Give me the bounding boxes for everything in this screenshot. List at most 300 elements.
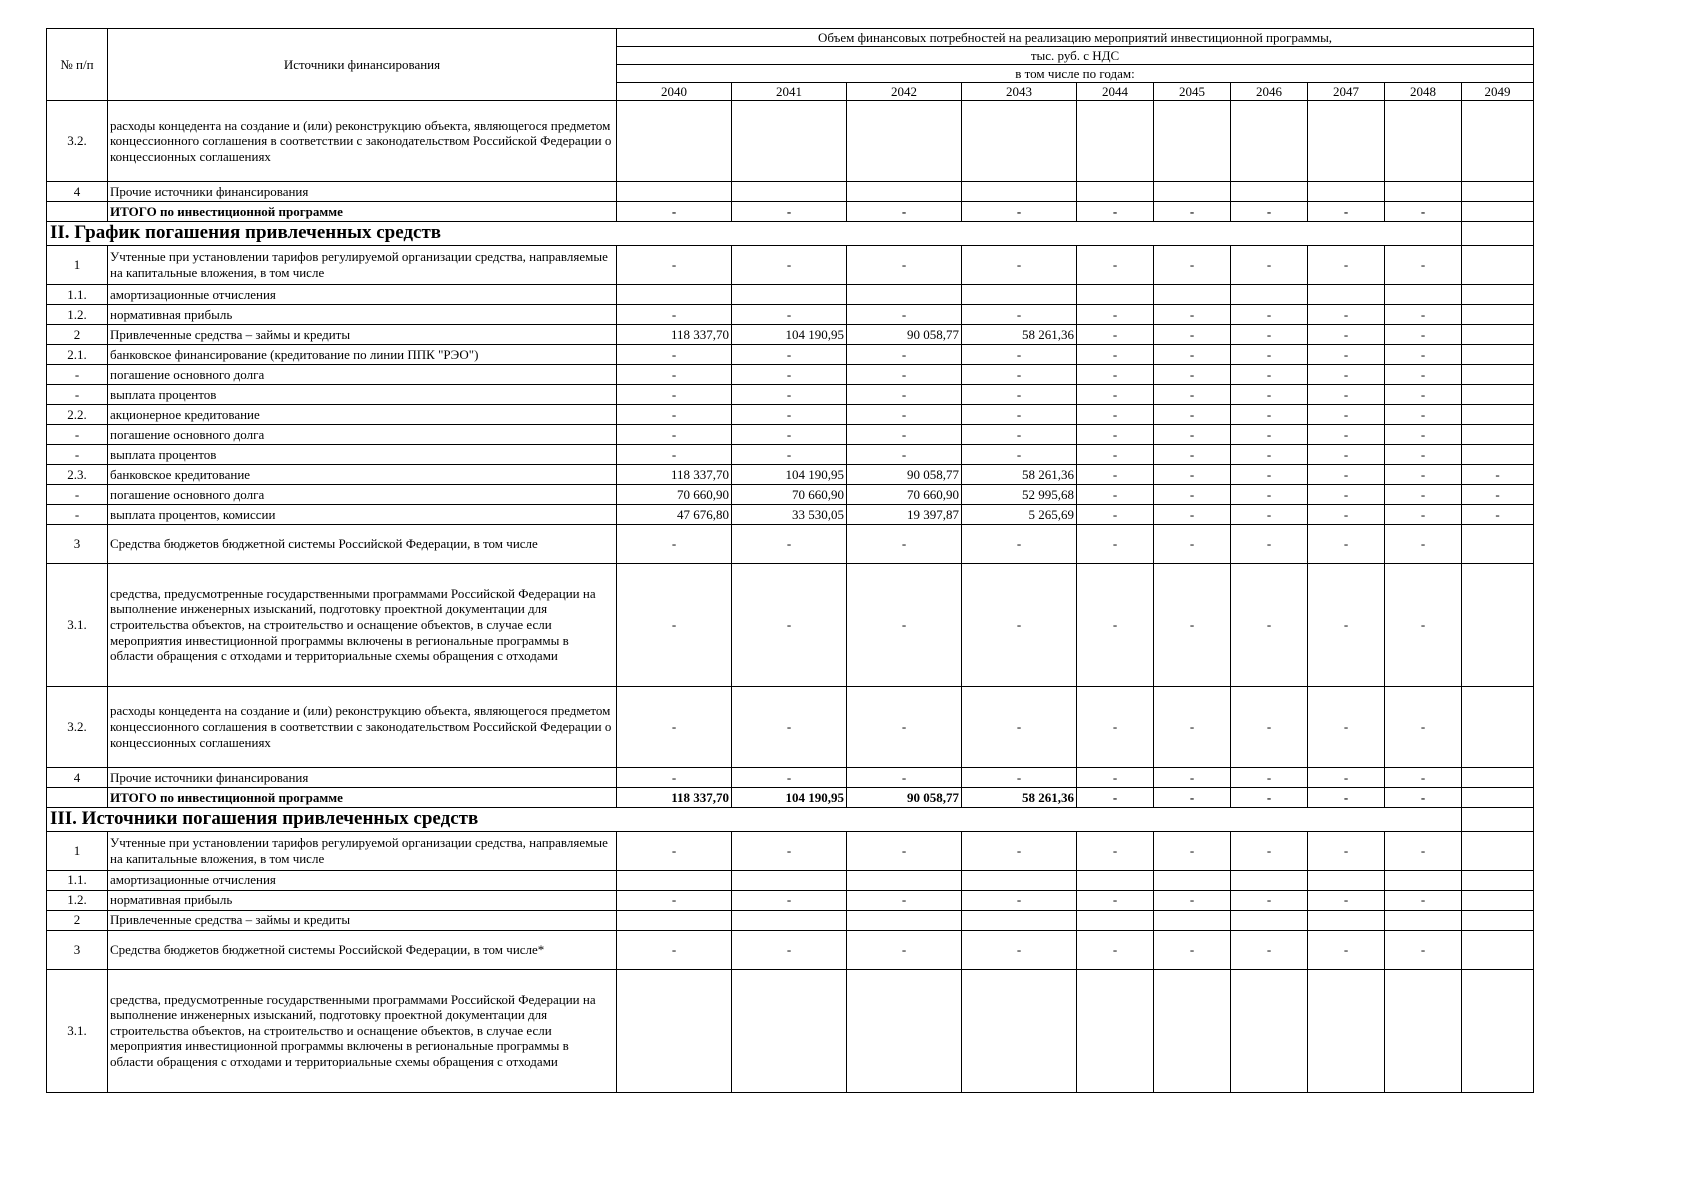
year-value-cell — [1462, 767, 1534, 787]
row-source-label: ИТОГО по инвестиционной программе — [108, 787, 617, 807]
year-value-cell — [1385, 870, 1462, 890]
row-number — [47, 202, 108, 222]
header-year: 2042 — [847, 83, 962, 101]
year-value-cell: - — [1154, 202, 1231, 222]
year-value-cell: 104 190,95 — [732, 787, 847, 807]
year-value-cell: - — [847, 444, 962, 464]
row-number: 3.2. — [47, 101, 108, 182]
row-number: 1 — [47, 831, 108, 870]
year-value-cell: 70 660,90 — [847, 484, 962, 504]
row-source-label: Учтенные при установлении тарифов регулируемой организации средства, направляемые на капитальные вложения, в том числе — [108, 831, 617, 870]
year-value-cell: - — [1462, 504, 1534, 524]
year-value-cell — [732, 182, 847, 202]
year-value-cell — [1385, 910, 1462, 930]
year-value-cell: - — [1308, 504, 1385, 524]
year-value-cell — [1231, 101, 1308, 182]
year-value-cell — [962, 910, 1077, 930]
year-value-cell: - — [1231, 563, 1308, 686]
year-value-cell — [1462, 831, 1534, 870]
row-source-label: амортизационные отчисления — [108, 870, 617, 890]
header-by-years: в том числе по годам: — [617, 65, 1534, 83]
year-value-cell — [962, 284, 1077, 304]
year-value-cell: - — [1154, 424, 1231, 444]
year-value-cell: - — [617, 404, 732, 424]
year-value-cell: - — [1385, 384, 1462, 404]
year-value-cell — [1231, 910, 1308, 930]
year-value-cell: - — [732, 444, 847, 464]
year-value-cell: - — [1308, 484, 1385, 504]
header-year: 2046 — [1231, 83, 1308, 101]
year-value-cell: - — [1077, 245, 1154, 284]
year-value-cell — [1385, 284, 1462, 304]
year-value-cell: 90 058,77 — [847, 464, 962, 484]
year-value-cell: - — [732, 424, 847, 444]
total-row — [47, 202, 1534, 222]
year-value-cell: - — [1077, 484, 1154, 504]
row-number: 1.2. — [47, 890, 108, 910]
year-value-cell: - — [1385, 890, 1462, 910]
row-source-label: Привлеченные средства – займы и кредиты — [108, 910, 617, 930]
header-year: 2044 — [1077, 83, 1154, 101]
table-row — [47, 444, 1534, 464]
section-row — [47, 807, 1534, 831]
year-value-cell: 104 190,95 — [732, 464, 847, 484]
year-value-cell: - — [617, 424, 732, 444]
year-value-cell: - — [1231, 930, 1308, 969]
year-value-cell — [1077, 101, 1154, 182]
year-value-cell — [617, 101, 732, 182]
year-value-cell: - — [1154, 504, 1231, 524]
year-value-cell: - — [1308, 767, 1385, 787]
year-value-cell — [1462, 424, 1534, 444]
row-number: - — [47, 484, 108, 504]
year-value-cell: - — [617, 686, 732, 767]
year-value-cell: - — [847, 364, 962, 384]
year-value-cell — [732, 910, 847, 930]
year-value-cell — [1077, 284, 1154, 304]
year-value-cell — [1231, 969, 1308, 1092]
year-value-cell: - — [962, 245, 1077, 284]
year-value-cell: - — [1154, 787, 1231, 807]
year-value-cell: - — [617, 384, 732, 404]
year-value-cell: - — [1308, 344, 1385, 364]
year-value-cell — [1385, 101, 1462, 182]
year-value-cell: - — [617, 831, 732, 870]
year-value-cell: - — [1154, 686, 1231, 767]
row-number: 3 — [47, 930, 108, 969]
year-value-cell: - — [1077, 831, 1154, 870]
year-value-cell: - — [732, 767, 847, 787]
year-value-cell: - — [617, 364, 732, 384]
year-value-cell: 90 058,77 — [847, 324, 962, 344]
year-value-cell: 104 190,95 — [732, 324, 847, 344]
row-source-label: нормативная прибыль — [108, 304, 617, 324]
year-value-cell: 90 058,77 — [847, 787, 962, 807]
year-value-cell — [1462, 563, 1534, 686]
year-value-cell: - — [962, 424, 1077, 444]
row-source-label: нормативная прибыль — [108, 890, 617, 910]
year-value-cell: - — [1308, 831, 1385, 870]
year-value-cell: 118 337,70 — [617, 787, 732, 807]
row-source-label: погашение основного долга — [108, 424, 617, 444]
year-value-cell: - — [847, 344, 962, 364]
year-value-cell: - — [1385, 424, 1462, 444]
year-value-cell: - — [1077, 563, 1154, 686]
year-value-cell: - — [1231, 444, 1308, 464]
year-value-cell: - — [1308, 304, 1385, 324]
section-row — [47, 222, 1534, 246]
year-value-cell: - — [617, 563, 732, 686]
year-value-cell — [847, 870, 962, 890]
year-value-cell: - — [1385, 563, 1462, 686]
year-value-cell: - — [1462, 484, 1534, 504]
year-value-cell — [1154, 182, 1231, 202]
table-row — [47, 910, 1534, 930]
year-value-cell: - — [1385, 484, 1462, 504]
row-source-label: банковское кредитование — [108, 464, 617, 484]
year-value-cell: 118 337,70 — [617, 324, 732, 344]
year-value-cell: - — [962, 304, 1077, 324]
year-value-cell — [962, 969, 1077, 1092]
row-source-label: Прочие источники финансирования — [108, 767, 617, 787]
row-source-label: Учтенные при установлении тарифов регулируемой организации средства, направляемые на капитальные вложения, в том числе — [108, 245, 617, 284]
year-value-cell — [1462, 969, 1534, 1092]
year-value-cell: - — [1385, 930, 1462, 969]
table-row — [47, 890, 1534, 910]
table-row — [47, 344, 1534, 364]
header-num: № п/п — [47, 29, 108, 101]
year-value-cell: - — [847, 424, 962, 444]
year-value-cell — [617, 182, 732, 202]
year-value-cell: - — [962, 404, 1077, 424]
year-value-cell: - — [1308, 364, 1385, 384]
year-value-cell: - — [1077, 767, 1154, 787]
table-row — [47, 484, 1534, 504]
year-value-cell: - — [1077, 787, 1154, 807]
year-value-cell: - — [1308, 202, 1385, 222]
row-source-label: расходы концедента на создание и (или) реконструкцию объекта, являющегося предметом концессионного соглашения в соответствии с законодательством Российской Федерации о концессионных соглашениях — [108, 101, 617, 182]
year-value-cell: - — [1231, 831, 1308, 870]
year-value-cell: - — [1308, 890, 1385, 910]
row-number: 1 — [47, 245, 108, 284]
year-value-cell: - — [1154, 324, 1231, 344]
year-value-cell — [847, 101, 962, 182]
year-value-cell — [1462, 245, 1534, 284]
year-value-cell: - — [1385, 686, 1462, 767]
row-source-label: Средства бюджетов бюджетной системы Российской Федерации, в том числе* — [108, 930, 617, 969]
year-value-cell: - — [1154, 524, 1231, 563]
section-title: III. Источники погашения привлеченных средств — [47, 807, 1462, 831]
year-value-cell: - — [847, 767, 962, 787]
year-value-cell: 70 660,90 — [732, 484, 847, 504]
year-value-cell: - — [732, 344, 847, 364]
year-value-cell — [1154, 910, 1231, 930]
year-value-cell: - — [847, 930, 962, 969]
year-value-cell: - — [962, 444, 1077, 464]
header-year: 2049 — [1462, 83, 1534, 101]
table-row — [47, 969, 1534, 1092]
year-value-cell: - — [1154, 304, 1231, 324]
year-value-cell: - — [1231, 504, 1308, 524]
table-row — [47, 364, 1534, 384]
year-value-cell: - — [1077, 444, 1154, 464]
year-value-cell: - — [1308, 464, 1385, 484]
table-row — [47, 563, 1534, 686]
row-number: - — [47, 504, 108, 524]
row-number: - — [47, 444, 108, 464]
year-value-cell: - — [1077, 202, 1154, 222]
table-row — [47, 404, 1534, 424]
table-row — [47, 245, 1534, 284]
year-value-cell: - — [847, 831, 962, 870]
year-value-cell: - — [617, 202, 732, 222]
year-value-cell — [1308, 284, 1385, 304]
year-value-cell — [732, 870, 847, 890]
row-source-label: Прочие источники финансирования — [108, 182, 617, 202]
year-value-cell: - — [1385, 524, 1462, 563]
table-row — [47, 767, 1534, 787]
year-value-cell: - — [1154, 384, 1231, 404]
year-value-cell: - — [1231, 767, 1308, 787]
year-value-cell: - — [1308, 444, 1385, 464]
year-value-cell: - — [1385, 344, 1462, 364]
year-value-cell: - — [732, 563, 847, 686]
year-value-cell — [962, 101, 1077, 182]
year-value-cell: - — [1154, 344, 1231, 364]
year-value-cell — [1308, 910, 1385, 930]
year-value-cell: - — [732, 686, 847, 767]
row-source-label: средства, предусмотренные государственными программами Российской Федерации на выполнение инженерных изысканий, подготовку проектной документации для строительства объектов, на строительство и оснащение объектов, в случае если мероприятия инвестиционной программы включены в региональные программы в области обращения с отходами и территориальные схемы обращения с отходами — [108, 969, 617, 1092]
year-value-cell — [847, 182, 962, 202]
row-source-label: банковское финансирование (кредитование по линии ППК "РЭО") — [108, 344, 617, 364]
year-value-cell — [1462, 284, 1534, 304]
year-value-cell — [847, 910, 962, 930]
year-value-cell: - — [1308, 404, 1385, 424]
row-source-label: акционерное кредитование — [108, 404, 617, 424]
year-value-cell: - — [617, 444, 732, 464]
year-value-cell: - — [1077, 304, 1154, 324]
year-value-cell: - — [1385, 202, 1462, 222]
year-value-cell: - — [1231, 364, 1308, 384]
table-row — [47, 182, 1534, 202]
row-source-label: средства, предусмотренные государственными программами Российской Федерации на выполнение инженерных изысканий, подготовку проектной документации для строительства объектов, на строительство и оснащение объектов, в случае если мероприятия инвестиционной программы включены в региональные программы в области обращения с отходами и территориальные схемы обращения с отходами — [108, 563, 617, 686]
header-group-title: Объем финансовых потребностей на реализацию мероприятий инвестиционной программы, — [617, 29, 1534, 47]
table-row — [47, 304, 1534, 324]
year-value-cell: - — [1308, 245, 1385, 284]
header-source: Источники финансирования — [108, 29, 617, 101]
year-value-cell: - — [1154, 831, 1231, 870]
section-blank-cell — [1462, 222, 1534, 246]
year-value-cell — [1462, 384, 1534, 404]
year-value-cell — [962, 182, 1077, 202]
year-value-cell — [732, 969, 847, 1092]
year-value-cell: - — [962, 686, 1077, 767]
year-value-cell: - — [617, 245, 732, 284]
year-value-cell: - — [1308, 787, 1385, 807]
year-value-cell: - — [1154, 890, 1231, 910]
year-value-cell: - — [847, 563, 962, 686]
year-value-cell — [1462, 364, 1534, 384]
row-number: 3 — [47, 524, 108, 563]
year-value-cell — [617, 284, 732, 304]
year-value-cell — [1154, 284, 1231, 304]
year-value-cell: - — [732, 930, 847, 969]
year-value-cell — [962, 870, 1077, 890]
year-value-cell: - — [1077, 930, 1154, 969]
row-source-label: погашение основного долга — [108, 484, 617, 504]
header-year: 2047 — [1308, 83, 1385, 101]
year-value-cell: - — [1231, 787, 1308, 807]
year-value-cell: 58 261,36 — [962, 324, 1077, 344]
year-value-cell: - — [1385, 304, 1462, 324]
row-number: 3.1. — [47, 563, 108, 686]
row-number: 1.2. — [47, 304, 108, 324]
year-value-cell: - — [617, 524, 732, 563]
year-value-cell — [732, 101, 847, 182]
year-value-cell: - — [962, 384, 1077, 404]
year-value-cell: - — [732, 524, 847, 563]
year-value-cell: - — [1385, 504, 1462, 524]
header-year: 2048 — [1385, 83, 1462, 101]
year-value-cell: - — [847, 245, 962, 284]
year-value-cell: - — [962, 890, 1077, 910]
year-value-cell: - — [1154, 930, 1231, 969]
year-value-cell — [1154, 101, 1231, 182]
section-title: II. График погашения привлеченных средств — [47, 222, 1462, 246]
year-value-cell — [1462, 930, 1534, 969]
year-value-cell: - — [1308, 424, 1385, 444]
row-source-label: Привлеченные средства – займы и кредиты — [108, 324, 617, 344]
year-value-cell: 47 676,80 — [617, 504, 732, 524]
year-value-cell: - — [1385, 464, 1462, 484]
year-value-cell — [1462, 686, 1534, 767]
row-source-label: расходы концедента на создание и (или) реконструкцию объекта, являющегося предметом концессионного соглашения в соответствии с законодательством Российской Федерации о концессионных соглашениях — [108, 686, 617, 767]
year-value-cell — [1308, 182, 1385, 202]
year-value-cell: - — [962, 524, 1077, 563]
table-body — [47, 101, 1534, 1093]
row-number: 3.2. — [47, 686, 108, 767]
year-value-cell: - — [1077, 504, 1154, 524]
year-value-cell — [1385, 182, 1462, 202]
year-value-cell: - — [1077, 890, 1154, 910]
row-source-label: выплата процентов, комиссии — [108, 504, 617, 524]
year-value-cell — [1462, 444, 1534, 464]
year-value-cell — [617, 910, 732, 930]
row-source-label: ИТОГО по инвестиционной программе — [108, 202, 617, 222]
year-value-cell — [1462, 890, 1534, 910]
year-value-cell: - — [1231, 464, 1308, 484]
year-value-cell: - — [1077, 464, 1154, 484]
year-value-cell — [1308, 969, 1385, 1092]
total-row — [47, 787, 1534, 807]
year-value-cell: - — [1308, 563, 1385, 686]
table-row — [47, 384, 1534, 404]
year-value-cell — [732, 284, 847, 304]
year-value-cell: - — [1231, 344, 1308, 364]
year-value-cell: - — [1231, 686, 1308, 767]
year-value-cell: - — [847, 686, 962, 767]
row-number: 1.1. — [47, 870, 108, 890]
row-number: 4 — [47, 767, 108, 787]
year-value-cell: - — [1077, 686, 1154, 767]
year-value-cell — [1462, 202, 1534, 222]
year-value-cell — [1462, 910, 1534, 930]
year-value-cell — [1385, 969, 1462, 1092]
year-value-cell: - — [847, 384, 962, 404]
year-value-cell: - — [1154, 767, 1231, 787]
year-value-cell: - — [1308, 930, 1385, 969]
year-value-cell — [1462, 182, 1534, 202]
year-value-cell — [1154, 969, 1231, 1092]
table-row — [47, 870, 1534, 890]
year-value-cell: - — [962, 202, 1077, 222]
year-value-cell: - — [1154, 563, 1231, 686]
year-value-cell: - — [1077, 424, 1154, 444]
year-value-cell: - — [847, 404, 962, 424]
row-source-label: амортизационные отчисления — [108, 284, 617, 304]
year-value-cell — [1462, 304, 1534, 324]
row-number: - — [47, 424, 108, 444]
row-number: 2 — [47, 324, 108, 344]
row-number: - — [47, 384, 108, 404]
row-source-label: погашение основного долга — [108, 364, 617, 384]
year-value-cell: - — [1154, 444, 1231, 464]
year-value-cell — [1462, 344, 1534, 364]
year-value-cell — [617, 870, 732, 890]
table-row — [47, 464, 1534, 484]
year-value-cell — [1462, 324, 1534, 344]
year-value-cell: - — [1077, 344, 1154, 364]
year-value-cell: - — [1154, 364, 1231, 384]
year-value-cell — [1462, 870, 1534, 890]
header-unit: тыс. руб. с НДС — [617, 47, 1534, 65]
row-number: 2.2. — [47, 404, 108, 424]
year-value-cell: - — [962, 831, 1077, 870]
year-value-cell: - — [1077, 384, 1154, 404]
year-value-cell: - — [1308, 686, 1385, 767]
year-value-cell: - — [1308, 324, 1385, 344]
year-value-cell — [847, 284, 962, 304]
year-value-cell — [1308, 101, 1385, 182]
year-value-cell: - — [1385, 831, 1462, 870]
year-value-cell — [1462, 404, 1534, 424]
year-value-cell — [1231, 284, 1308, 304]
row-number: 2.3. — [47, 464, 108, 484]
financing-table — [46, 28, 1534, 1093]
year-value-cell: 118 337,70 — [617, 464, 732, 484]
header-year: 2045 — [1154, 83, 1231, 101]
table-row — [47, 524, 1534, 563]
year-value-cell: - — [617, 930, 732, 969]
year-value-cell — [1077, 969, 1154, 1092]
table-row — [47, 284, 1534, 304]
year-value-cell: - — [962, 930, 1077, 969]
year-value-cell — [617, 969, 732, 1092]
row-number: 4 — [47, 182, 108, 202]
header-year: 2043 — [962, 83, 1077, 101]
year-value-cell: - — [732, 364, 847, 384]
year-value-cell: - — [1154, 464, 1231, 484]
year-value-cell: - — [1231, 404, 1308, 424]
year-value-cell: - — [732, 831, 847, 870]
year-value-cell: - — [1231, 245, 1308, 284]
row-source-label: выплата процентов — [108, 384, 617, 404]
row-source-label: Средства бюджетов бюджетной системы Российской Федерации, в том числе — [108, 524, 617, 563]
table-row — [47, 424, 1534, 444]
year-value-cell: - — [847, 202, 962, 222]
row-number: 2 — [47, 910, 108, 930]
year-value-cell: - — [1385, 444, 1462, 464]
